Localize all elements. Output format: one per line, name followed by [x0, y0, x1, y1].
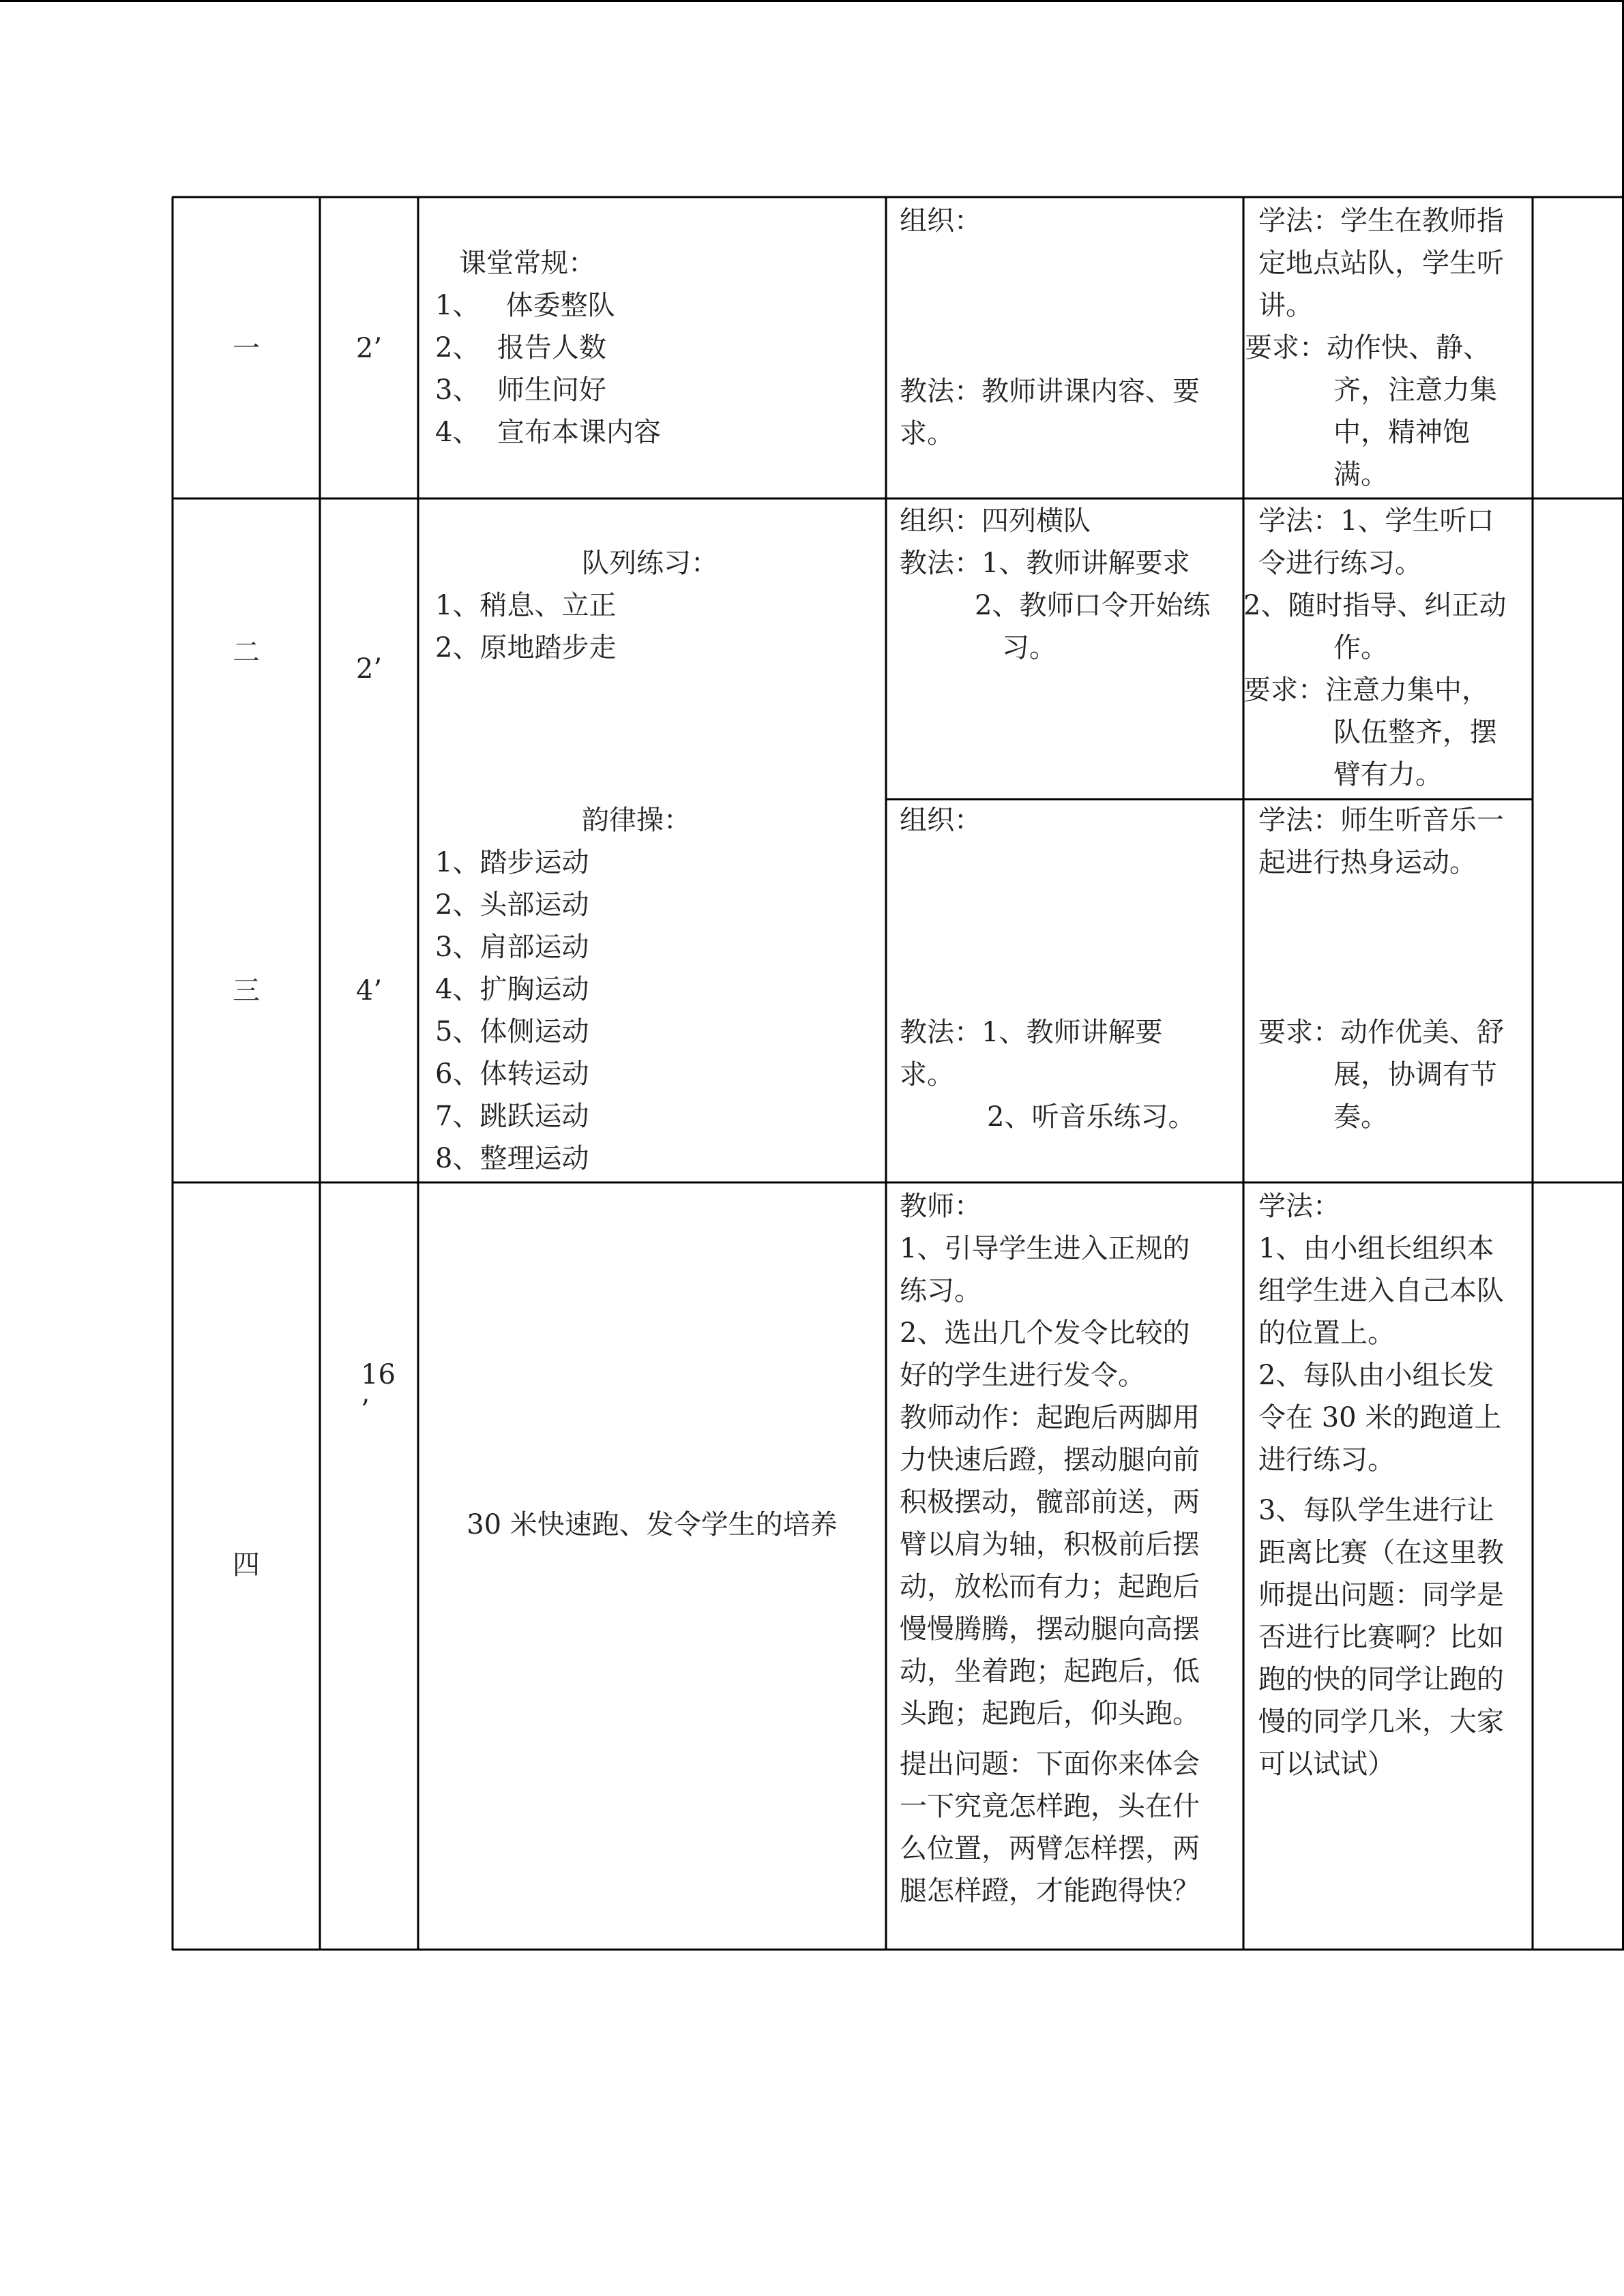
row3-content: 韵律操： 1、踏步运动 2、头部运动 3、肩部运动 4、扩胸运动 5、体侧运动 6、体转运动 7、跳跃运动 8、整理运动: [435, 805, 691, 1174]
row2-student: 学法：1、学生听口 令进行练习。 2、随时指导、纠正动 作。 要求：注意力集中， 队伍整齐，摆 臂有力。: [1243, 505, 1507, 790]
row2-content: 队列练习： 1、稍息、立正 2、原地踏步走: [435, 548, 718, 664]
row4-teacher: 教师： 1、引导学生进入正规的 练习。 2、选出几个发令比较的 好的学生进行发令。 教师动作：起跑后两脚用 力快速后蹬，摆动腿向前 积极摆动，髋部前送，两 臂以肩为轴，积极前后摆 动，放松而有力；起跑后 慢慢腾腾，摆动腿向高摆 动，坐着跑；起跑后，低 头跑；起跑后，仰头跑。 提出问题：下面你来体会 一下究竟怎样跑，头在什 么位置，两臂怎样摆，两 腿怎样蹬，才能跑得快？: [900, 1191, 1200, 1907]
row4-student: 学法： 1、由小组长组织本 组学生进入自己本队 的位置上。 2、每队由小组长发 令在 30 米的跑道上 进行练习。 3、每队学生进行让 距离比赛（在这里教 师提出问题：同学是 否进行比赛啊？比如 跑的快的同学让跑的 慢的同学几米，大家 可以试试）: [1258, 1191, 1504, 1780]
row2-number: 二: [233, 637, 260, 668]
row3-teacher-organize: 组织：: [900, 805, 981, 836]
row3-number: 三: [233, 975, 260, 1007]
row3-student-method: 学法：师生听音乐一 起进行热身运动。: [1258, 805, 1504, 878]
row2-teacher: 组织：四列横队 教法：1、教师讲解要求 2、教师口令开始练 习。: [900, 505, 1211, 664]
row1-time: 2’: [355, 333, 383, 364]
row1-teacher-organize: 组织：: [900, 205, 981, 237]
row1-teacher-method: 教法：教师讲课内容、要 求。: [900, 376, 1200, 449]
row1-number: 一: [233, 333, 260, 364]
row1-student: 学法：学生在教师指 定地点站队，学生听 讲。 要求：动作快、静、 齐，注意力集 中，精神饱 满。: [1245, 205, 1504, 490]
row4-number: 四: [233, 1549, 260, 1581]
row3-student-requirement: 要求：动作优美、舒 展，协调有节 奏。: [1258, 1017, 1504, 1133]
row4-content: 30 米快速跑、发令学生的培养: [467, 1509, 838, 1540]
row3-teacher-method: 教法：1、教师讲解要 求。 2、听音乐练习。: [900, 1017, 1196, 1133]
row3-time: 4’: [355, 975, 383, 1007]
row2-time: 2’: [355, 653, 383, 685]
row1-content: 课堂常规： 1、 体委整队 2、 报告人数 3、 师生问好 4、 宣布本课内容: [435, 248, 661, 448]
row4-time: 16 ’: [361, 1359, 396, 1426]
